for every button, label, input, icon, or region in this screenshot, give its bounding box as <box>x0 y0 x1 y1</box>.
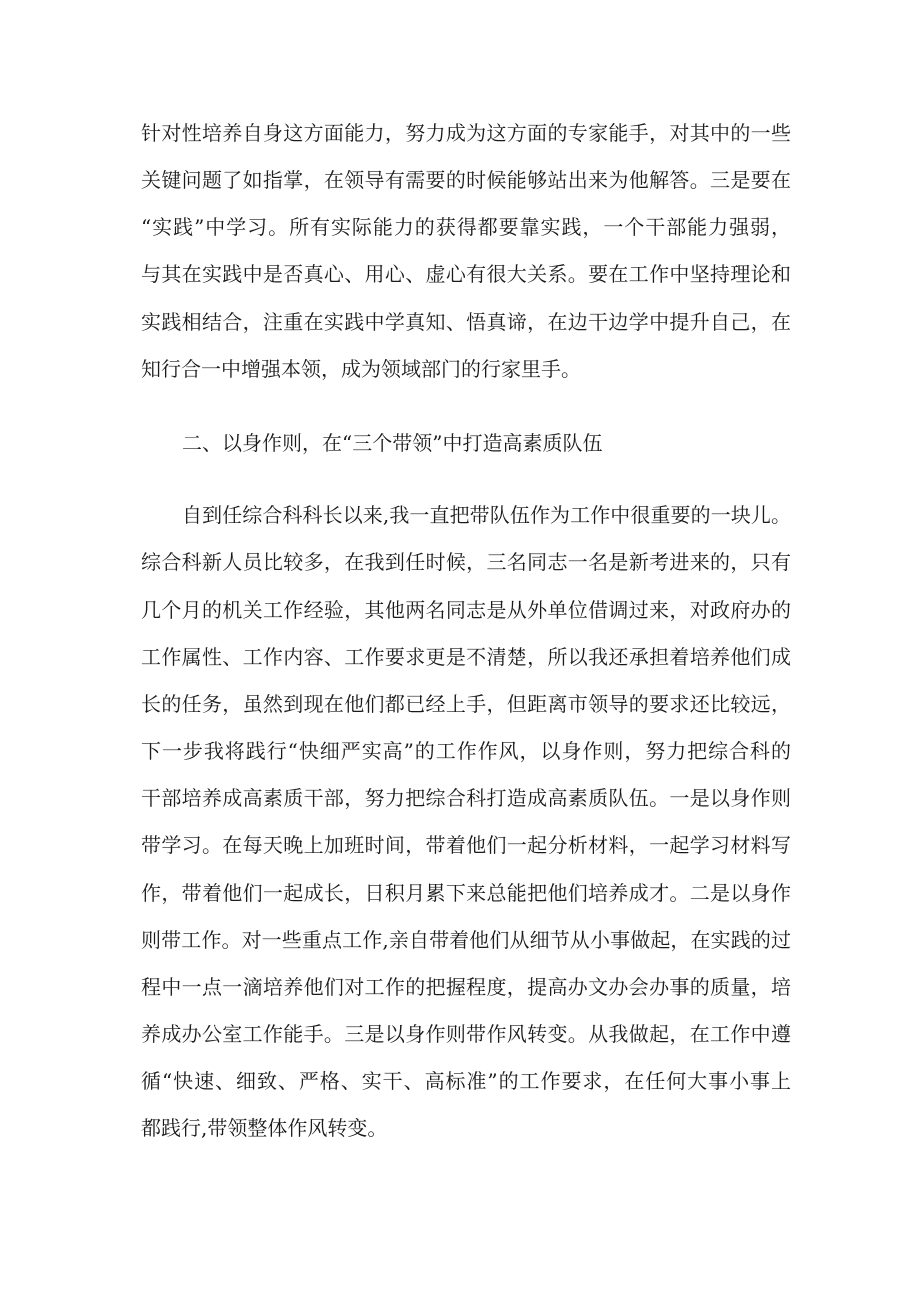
paragraph-1-line-2: 关键问题了如指掌，在领导有需要的时候能够站出来为他解答。三是要在 <box>141 168 791 192</box>
paragraph-2-line-7: 干部培养成高素质干部，努力把综合科打造成高素质队伍。一是以身作则 <box>141 786 791 810</box>
paragraph-2-line-5: 长的任务，虽然到现在他们都已经上手，但距离市领导的要求还比较远， <box>141 692 791 716</box>
paragraph-1-line-1: 针对性培养自身这方面能力，努力成为这方面的专家能手，对其中的一些 <box>141 121 791 145</box>
paragraph-2-line-8: 带学习。在每天晚上加班时间，带着他们一起分析材料，一起学习材料写 <box>141 833 791 857</box>
paragraph-1-line-6: 知行合一中增强本领，成为领域部门的行家里手。 <box>141 357 581 381</box>
paragraph-2-line-9: 作，带着他们一起成长，日积月累下来总能把他们培养成才。二是以身作 <box>141 881 791 905</box>
paragraph-1-line-5: 实践相结合，注重在实践中学真知、悟真谛，在边干边学中提升自己，在 <box>141 310 791 334</box>
paragraph-2-line-2: 综合科新人员比较多，在我到任时候，三名同志一名是新考进来的，只有 <box>141 550 791 574</box>
paragraph-2-line-11: 程中一点一滴培养他们对工作的把握程度，提高办文办会办事的质量，培 <box>141 975 791 999</box>
paragraph-2-line-12: 养成办公室工作能手。三是以身作则带作风转变。从我做起，在工作中遵 <box>141 1022 791 1046</box>
paragraph-2-line-6: 下一步我将践行“快细严实高”的工作作风，以身作则，努力把综合科的 <box>141 739 791 763</box>
paragraph-2-line-1: 自到任综合科科长以来,我一直把带队伍作为工作中很重要的一块儿。 <box>182 503 791 527</box>
paragraph-2-line-3: 几个月的机关工作经验，其他两名同志是从外单位借调过来，对政府办的 <box>141 598 791 622</box>
paragraph-1-line-3: “实践”中学习。所有实际能力的获得都要靠实践，一个干部能力强弱， <box>141 215 791 239</box>
paragraph-2-line-4: 工作属性、工作内容、工作要求更是不清楚，所以我还承担着培养他们成 <box>141 645 791 669</box>
paragraph-2-line-14: 都践行,带领整体作风转变。 <box>141 1116 388 1140</box>
paragraph-2-line-13: 循“快速、细致、严格、实干、高标准”的工作要求，在任何大事小事上 <box>141 1069 791 1093</box>
paragraph-2-line-10: 则带工作。对一些重点工作,亲自带着他们从细节从小事做起，在实践的过 <box>141 928 791 952</box>
section-heading: 二、以身作则，在“三个带领”中打造高素质队伍 <box>182 431 603 455</box>
paragraph-1-line-4: 与其在实践中是否真心、用心、虚心有很大关系。要在工作中坚持理论和 <box>141 262 791 286</box>
